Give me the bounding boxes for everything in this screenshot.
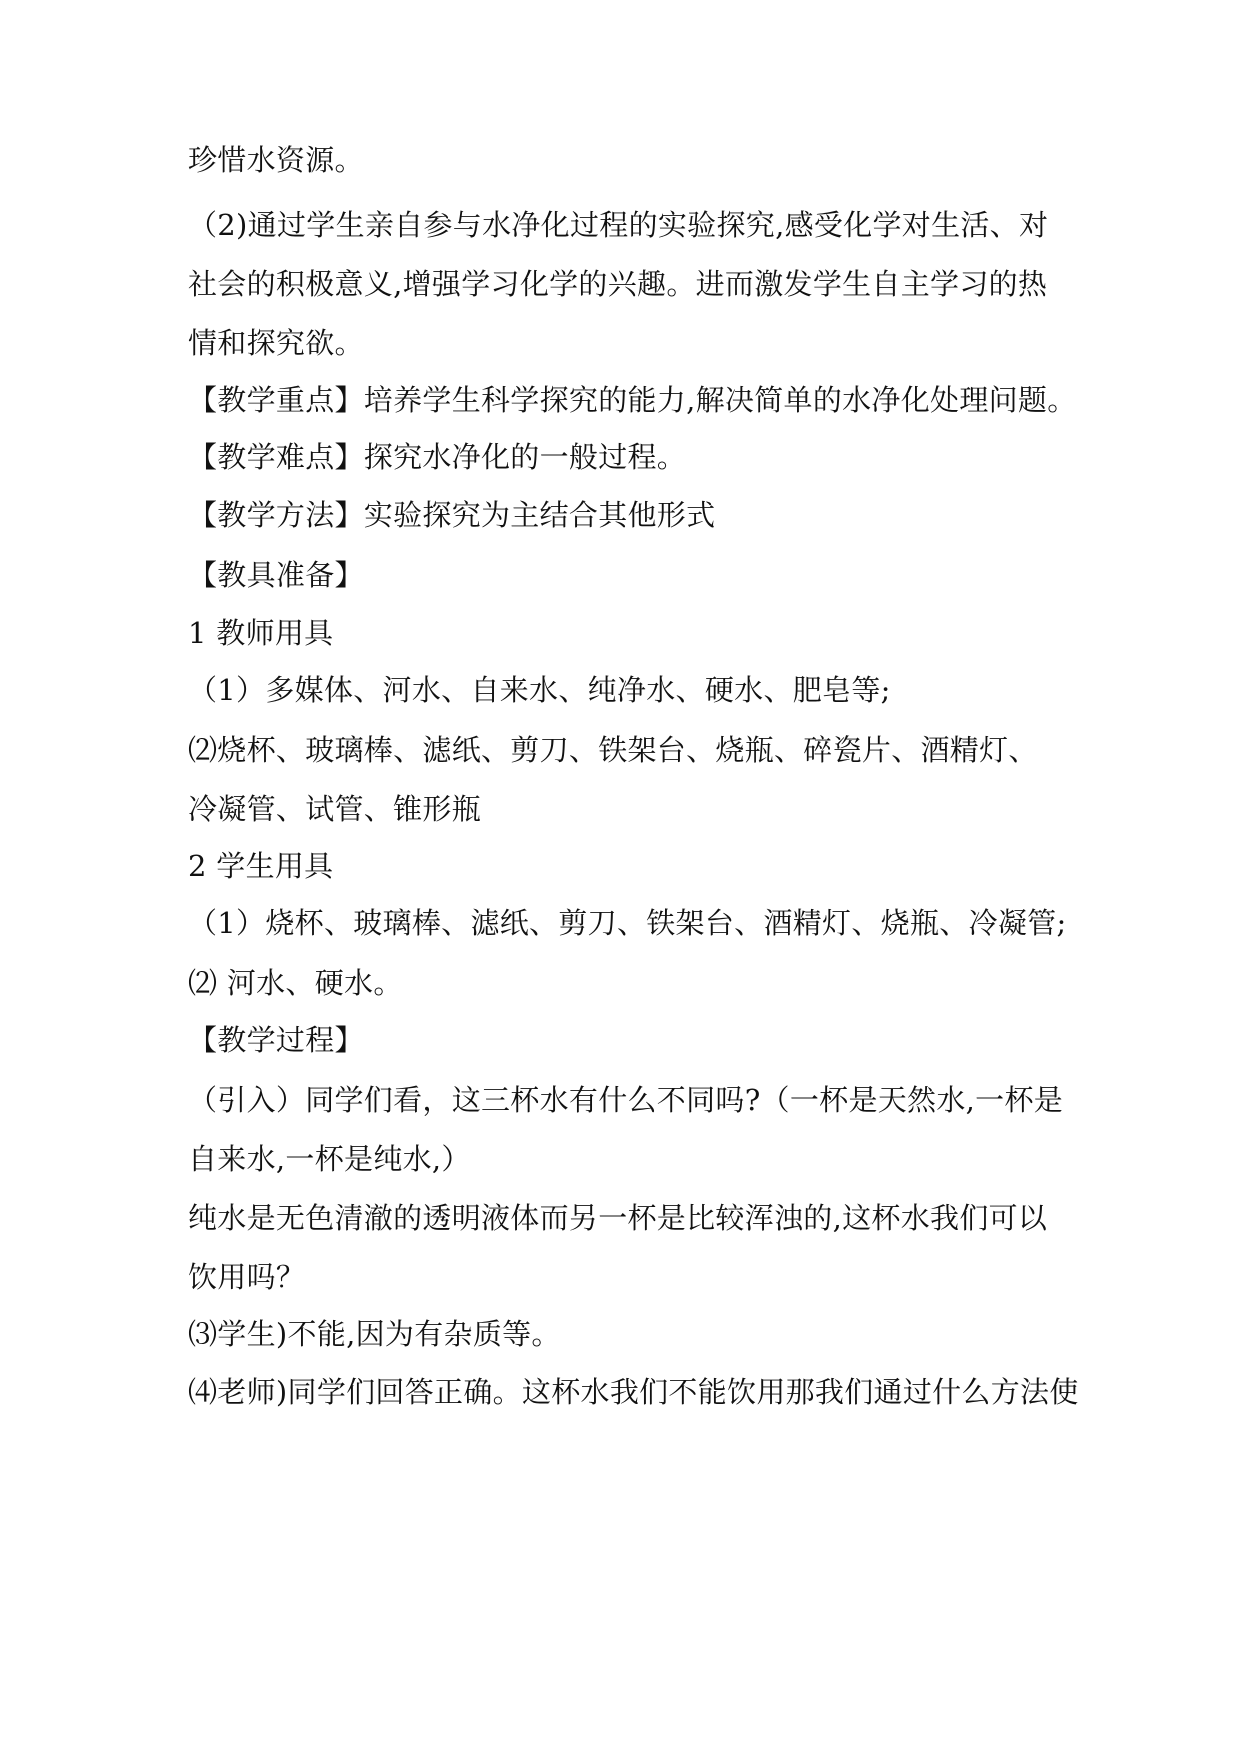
text-line: （2)通过学生亲自参与水净化过程的实验探究,感受化学对生活、对 — [188, 208, 1049, 242]
text-line: 珍惜水资源。 — [188, 143, 364, 177]
text-line: 冷凝管、试管、锥形瓶 — [188, 792, 482, 826]
text-line: 2 学生用具 — [188, 849, 334, 883]
text-line: ⑵ 河水、硬水。 — [188, 966, 403, 1000]
text-line: 1 教师用具 — [188, 616, 334, 650]
text-line: 饮用吗？ — [188, 1260, 306, 1294]
text-line: 【教学过程】 — [188, 1023, 364, 1057]
text-line: ⑶学生)不能,因为有杂质等。 — [188, 1317, 561, 1351]
text-line: 情和探究欲。 — [188, 326, 364, 360]
text-line: 【教学方法】实验探究为主结合其他形式 — [188, 498, 716, 532]
text-line: （1）多媒体、河水、自来水、纯净水、硬水、肥皂等; — [188, 673, 891, 707]
text-line: ⑷老师)同学们回答正确。这杯水我们不能饮用那我们通过什么方法使 — [188, 1375, 1079, 1409]
text-line: （引入）同学们看，这三杯水有什么不同吗?（一杯是天然水,一杯是 — [188, 1083, 1064, 1117]
text-line: 纯水是无色清澈的透明液体而另一杯是比较浑浊的,这杯水我们可以 — [188, 1201, 1048, 1235]
text-line: 自来水,一杯是纯水,） — [188, 1142, 471, 1176]
text-line: 【教具准备】 — [188, 558, 364, 592]
text-line: 【教学难点】探究水净化的一般过程。 — [188, 440, 687, 474]
text-line: 【教学重点】培养学生科学探究的能力,解决简单的水净化处理问题。 — [188, 383, 1077, 417]
text-line: 社会的积极意义,增强学习化学的兴趣。进而激发学生自主学习的热 — [188, 267, 1048, 301]
text-line: （1）烧杯、玻璃棒、滤纸、剪刀、铁架台、酒精灯、烧瓶、冷凝管; — [188, 906, 1067, 940]
text-line: ⑵烧杯、玻璃棒、滤纸、剪刀、铁架台、烧瓶、碎瓷片、酒精灯、 — [188, 733, 1038, 767]
